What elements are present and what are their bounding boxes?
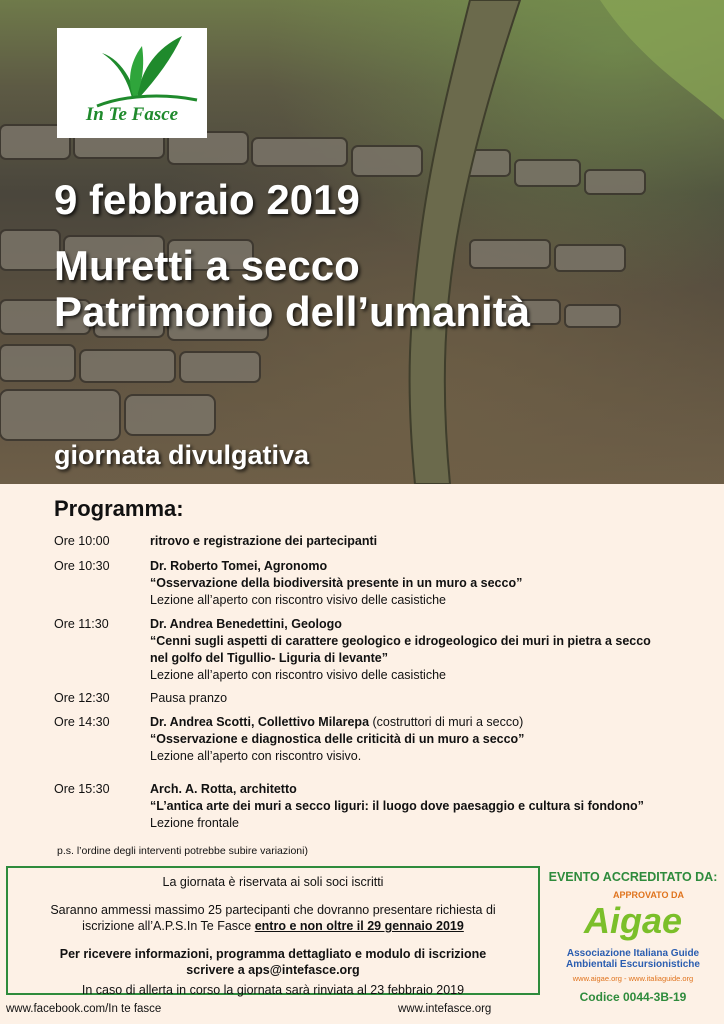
program-detail: Lezione all’aperto con riscontro visivo. bbox=[150, 749, 362, 763]
info-registration: iscrizione all’A.P.S.In Te Fasce entro e non oltre il 29 gennaio 2019 bbox=[82, 919, 464, 933]
program-activity: Pausa pranzo bbox=[150, 691, 228, 705]
info-deadline: entro e non oltre il 29 gennaio 2019 bbox=[254, 919, 464, 933]
info-participants: Saranno ammessi massimo 25 partecipanti che dovranno presentare richiesta di bbox=[50, 903, 496, 917]
program-speaker: Dr. Roberto Tomei, Agronomo bbox=[150, 559, 328, 573]
program-speaker: Arch. A. Rotta, architetto bbox=[150, 782, 297, 796]
accreditation-panel bbox=[548, 870, 718, 1004]
program-speaker: Dr. Andrea Benedettini, Geologo bbox=[150, 617, 342, 631]
program-heading: Programma: bbox=[54, 496, 184, 521]
info-box bbox=[6, 866, 540, 995]
program-talk: “Osservazione della biodiversità presente in un muro a secco” bbox=[150, 576, 523, 590]
program-note: p.s. l’ordine degli interventi potrebbe subire variazioni) bbox=[57, 845, 308, 857]
program-speaker-extra: (costruttori di muri a secco) bbox=[369, 715, 524, 729]
approvato-label: APPROVATO DA bbox=[612, 890, 684, 900]
info-email[interactable]: scrivere a aps@intefasce.org bbox=[186, 963, 360, 977]
program-time: Ore 14:30 bbox=[54, 715, 110, 729]
program-talk: “Cenni sugli aspetti di carattere geologico e idrogeologico dei muri in pietra a secco bbox=[150, 634, 651, 648]
info-contact: Per ricevere informazioni, programma dettagliato e modulo di iscrizione bbox=[59, 947, 487, 961]
aigae-association: Associazione Italiana Guide Ambientali Escursionistiche bbox=[566, 948, 700, 970]
program-talk: “L’antica arte dei muri a secco liguri: il luogo dove paesaggio e cultura si fondono” bbox=[150, 799, 644, 813]
event-subtitle: giornata divulgativa bbox=[54, 440, 310, 470]
program-detail: Lezione frontale bbox=[150, 816, 239, 830]
event-title-line2: Patrimonio dell’umanità bbox=[54, 288, 531, 335]
program-activity: ritrovo e registrazione dei partecipanti bbox=[150, 534, 378, 548]
program-time: Ore 15:30 bbox=[54, 782, 110, 796]
aigae-web: www.aigae.org - www.italiaguide.org bbox=[572, 974, 694, 983]
program-talk: “Osservazione e diagnostica delle criticità di un muro a secco” bbox=[150, 732, 525, 746]
event-title-line1: Muretti a secco bbox=[54, 242, 360, 289]
info-members-only: La giornata è riservata ai soli soci iscritti bbox=[162, 875, 384, 889]
aigae-logo bbox=[564, 890, 702, 994]
info-postpone: In caso di allerta in corso la giornata sarà rinviata al 23 febbraio 2019 bbox=[81, 983, 465, 997]
program-detail: Lezione all’aperto con riscontro visivo delle casistiche bbox=[150, 593, 446, 607]
website-link[interactable]: www.intefasce.org bbox=[398, 1003, 492, 1015]
accreditation-code: Codice 0044-3B-19 bbox=[579, 990, 687, 1004]
accreditation-title: EVENTO ACCREDITATO DA: bbox=[548, 870, 718, 884]
hero-photo bbox=[0, 0, 724, 484]
in-te-fasce-logo bbox=[57, 28, 207, 138]
leaves-icon bbox=[57, 28, 207, 108]
logo-text: In Te Fasce bbox=[85, 104, 179, 125]
program-talk-continued: nel golfo del Tigullio- Liguria di levante” bbox=[150, 651, 388, 665]
event-date: 9 febbraio 2019 bbox=[54, 176, 360, 223]
program-time: Ore 12:30 bbox=[54, 691, 110, 705]
program-speaker: Dr. Andrea Scotti, Collettivo Milarepa bbox=[150, 715, 370, 729]
program-time: Ore 11:30 bbox=[54, 617, 109, 631]
program-time: Ore 10:00 bbox=[54, 534, 110, 548]
facebook-link[interactable]: www.facebook.com/In te fasce bbox=[6, 1003, 162, 1015]
program-time: Ore 10:30 bbox=[54, 559, 110, 573]
program-detail: Lezione all’aperto con riscontro visivo delle casistiche bbox=[150, 668, 446, 682]
aigae-wordmark: Aigae bbox=[583, 900, 683, 941]
